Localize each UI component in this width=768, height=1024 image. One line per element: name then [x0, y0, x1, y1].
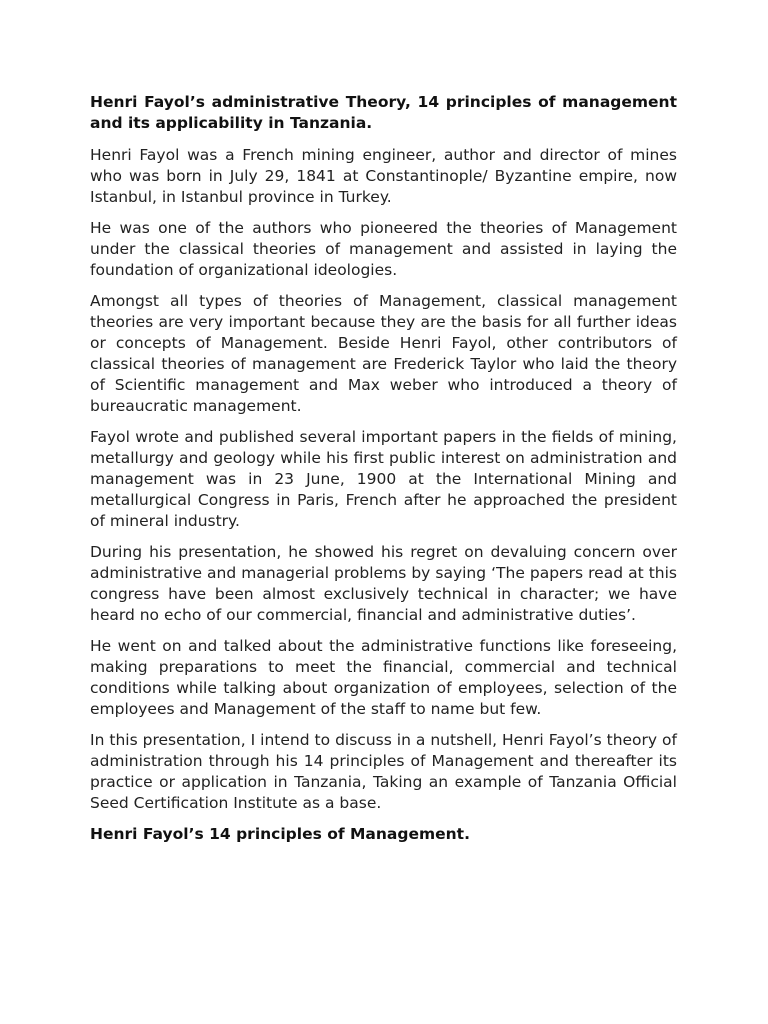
- paragraph-4: Fayol wrote and published several important papers in the fields of mining, metallurgy and geology while his first public interest on administration and management was in 23 June, 1900 at the International Mining and metallurgical Congress in Paris, French after he approached the president of mineral industry.: [90, 428, 677, 530]
- paragraph-5: During his presentation, he showed his regret on devaluing concern over administrative and managerial problems by saying ‘The papers read at this congress have been almost exclusively technical in character; we have heard no echo of our commercial, financial and administrative duties’.: [90, 543, 677, 624]
- paragraph-3: Amongst all types of theories of Management, classical management theories are very important because they are the basis for all further ideas or concepts of Management. Beside Henri Fayol, other contributors of classical theories of management are Frederick Taylor who laid the theory of Scientific management and Max weber who introduced a theory of bureaucratic management.: [90, 292, 677, 415]
- document-page: [90, 92, 677, 856]
- document-title: Henri Fayol’s administrative Theory, 14 principles of management and its applicability in Tanzania.: [90, 93, 677, 132]
- paragraph-7: In this presentation, I intend to discuss in a nutshell, Henri Fayol’s theory of administration through his 14 principles of Management and thereafter its practice or application in Tanzania, Taking an example of Tanzania Official Seed Certification Institute as a base.: [90, 731, 677, 812]
- paragraph-2: He was one of the authors who pioneered the theories of Management under the classical theories of management and assisted in laying the foundation of organizational ideologies.: [90, 219, 677, 279]
- paragraph-6: He went on and talked about the administrative functions like foreseeing, making preparations to meet the financial, commercial and technical conditions while talking about organization of employees, selection of the employees and Management of the staff to name but few.: [90, 637, 677, 718]
- section-heading: Henri Fayol’s 14 principles of Management.: [90, 825, 470, 843]
- paragraph-1: Henri Fayol was a French mining engineer, author and director of mines who was born in July 29, 1841 at Constantinople/ Byzantine empire, now Istanbul, in Istanbul province in Turkey.: [90, 146, 677, 206]
